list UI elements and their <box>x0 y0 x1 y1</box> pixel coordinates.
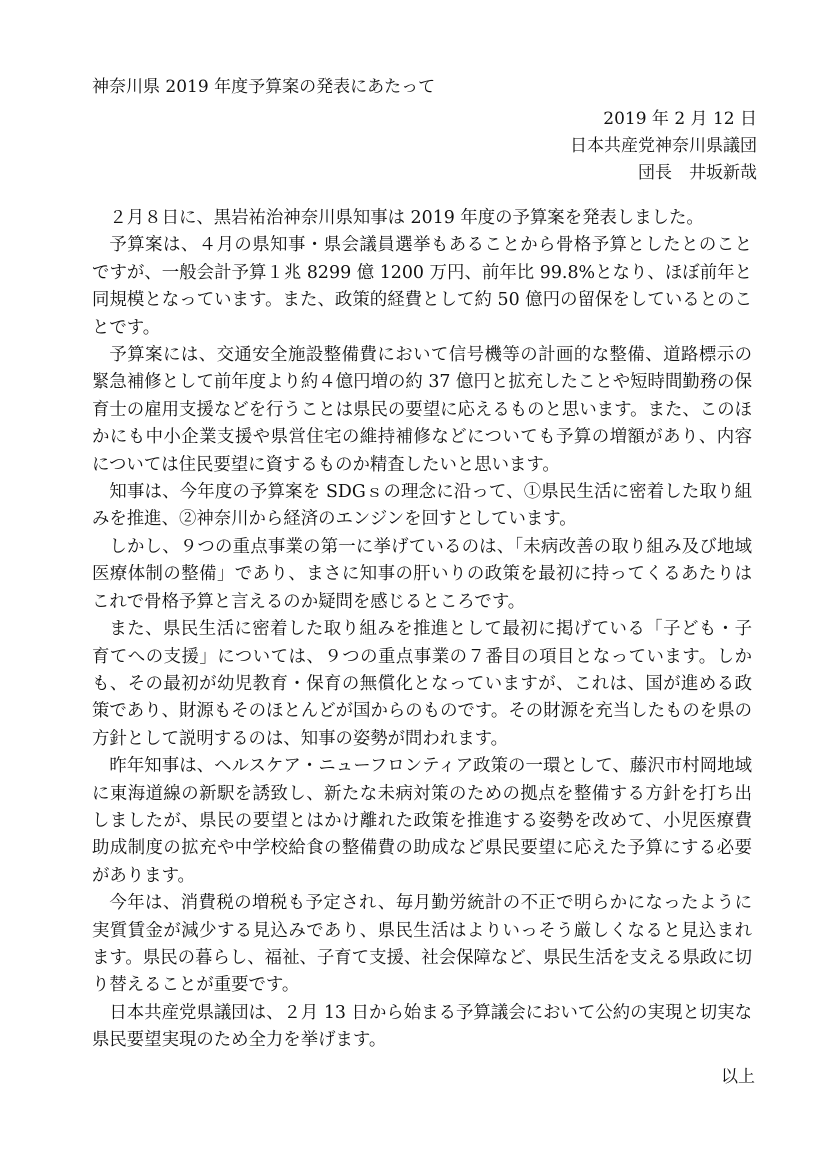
paragraph: しかし、９つの重点事業の第一に挙げているのは、「未病改善の取り組み及び地域医療体制の整備」であり、まさに知事の肝いりの政策を最初に持ってくるあたりはこれで骨格予算と言えるのか疑問を感じるところです。 <box>92 536 752 612</box>
leader-name: 団長 井坂新哉 <box>638 163 757 183</box>
organization-name: 日本共産党神奈川県議団 <box>570 136 757 156</box>
document-title: 神奈川県 2019 年度予算案の発表にあたって <box>92 77 436 97</box>
document-header-meta <box>570 106 757 187</box>
paragraph: 今年は、消費税の増税も予定され、毎月勤労統計の不正で明らかになったように実質賃金が減少する見込みであり、県民生活はよりいっそう厳しくなると見込まれます。県民の暮らし、福祉、子育て支援、社会保障など、県民生活を支える県政に切り替えることが重要です。 <box>92 893 752 996</box>
document-date: 2019 年 2 月 12 日 <box>603 109 757 129</box>
paragraph: 日本共産党県議団は、２月 13 日から始まる予算議会において公約の実現と切実な県民要望実現のため全力を挙げます。 <box>92 1002 752 1051</box>
paragraph: 予算案は、４月の県知事・県会議員選挙もあることから骨格予算としたとのことですが、一般会計予算１兆 8299 億 1200 万円、前年比 99.8%となり、ほぼ前年と同規模となっています。また、政策的経費として約 50 億円の留保をしているとのことです。 <box>92 235 752 338</box>
document-body <box>92 205 752 1055</box>
paragraph: 知事は、今年度の予算案を SDGｓの理念に沿って、①県民生活に密着した取り組みを推進、②神奈川から経済のエンジンを回すとしています。 <box>92 482 752 530</box>
paragraph: 予算案には、交通安全施設整備費において信号機等の計画的な整備、道路標示の緊急補修として前年度より約４億円増の約 37 億円と拡充したことや短時間勤務の保育士の雇用支援などを行うことは県民の要望に応えるものと思います。また、このほかにも中小企業支援や県営住宅の維持補修などについても予算の増額があり、内容については住民要望に資するものか精査したいと思います。 <box>92 345 752 475</box>
paragraph: また、県民生活に密着した取り組みを推進として最初に掲げている「子ども・子育てへの支援」については、９つの重点事業の７番目の項目となっています。しかも、その最初が幼児教育・保育の無償化となっていますが、これは、国が進める政策であり、財源もそのほとんどが国からのものです。その財源を充当したものを県の方針として説明するのは、知事の姿勢が問われます。 <box>92 619 752 749</box>
paragraph: 昨年知事は、ヘルスケア・ニューフロンティア政策の一環として、藤沢市村岡地域に東海道線の新駅を誘致し、新たな未病対策のための拠点を整備する方針を打ち出しましたが、県民の要望とはかけ離れた政策を推進する姿勢を改めて、小児医療費助成制度の拡充や中学校給食の整備費の助成など県民要望に応えた予算にする必要があります。 <box>92 756 752 886</box>
closing-remark: 以上 <box>721 1067 755 1087</box>
paragraph: ２月８日に、黒岩祐治神奈川県知事は 2019 年度の予算案を発表しました。 <box>109 208 704 228</box>
